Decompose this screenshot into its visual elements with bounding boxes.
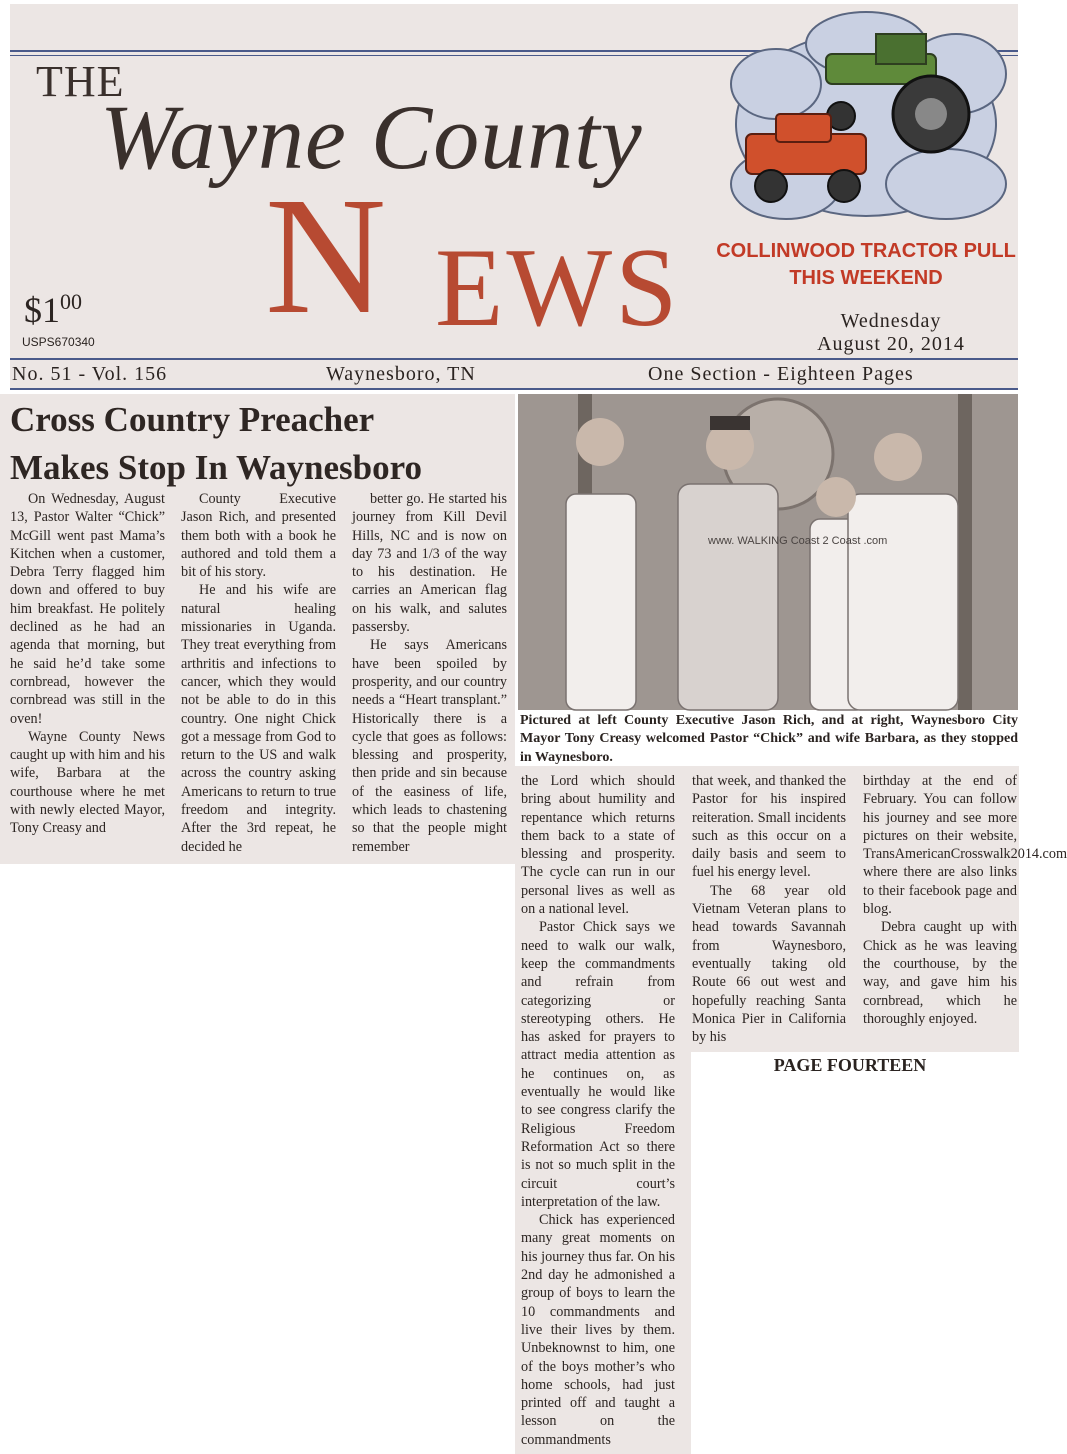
article-paragraph: The 68 year old Vietnam Veteran plans to head towards Savannah from Waynesboro, eventually taking old Route 66 out west and hopefully reaching Santa Monica Pier in California by his [692,882,846,1046]
issue-date [780,310,1002,356]
article-column-3 [352,490,507,856]
article-column-4 [521,772,675,1449]
photo-caption: Pictured at left County Executive Jason Rich, and at right, Waynesboro City Mayor Tony Creasy welcomed Pastor “Chick” and wife Barbara, as they stopped in Waynesboro. [520,713,1018,765]
price-dollar: $ [24,290,42,330]
masthead-info-strip [10,358,1018,390]
masthead-the: THE [36,57,125,106]
section-count: One Section - Eighteen Pages [648,363,914,385]
article-paragraph: birthday at the end of February. You can follow his journey and see more pictures on their website, TransAmericanCrosswalk2014.com where there are also links to their facebook page and blog. [863,773,1067,918]
article-paragraph: Chick has experienced many great moments on his journey thus far. On his 2nd day he admonished a group of boys to learn the 10 commandments and live their lives by them. Unbeknownst to him, one of the boys mother’s who home schools, had just printed off and taught a lesson on the commandments [521,1212,675,1448]
article-column-1 [10,490,165,838]
photo-illustration [518,394,1018,710]
headline-line-2: Makes Stop In Waynesboro [10,448,423,487]
article-paragraph: that week, and thanked the Pastor for his inspired reiteration. Small incidents such as this occur on a daily basis and seem to fuel his energy level. [692,773,846,881]
promo-line-1: COLLINWOOD TRACTOR PULL [716,240,1016,262]
issue-date-text: August 20, 2014 [817,333,965,355]
article-column-6 [863,772,1067,1028]
masthead [10,4,1018,390]
masthead-news-initial: N [265,163,387,349]
article-column-2 [181,490,336,856]
article-paragraph: On Wednesday, August 13, Pastor Walter “Chick” McGill went past Mama’s Kitchen when a customer, Debra Terry flagged him down and offered to buy him breakfast. He politely declined as he had an agenda that morning, but he said he’d take some cornbread, however the cornbread was still in the oven! [10,491,165,727]
tractor-pull-illustration [716,4,1016,236]
dateline-city: Waynesboro, TN [326,363,476,385]
article-headline [10,396,510,492]
issue-weekday: Wednesday [840,310,942,332]
article-continuation [515,766,1067,1454]
article-paragraph: He and his wife are natural healing missionaries in Uganda. They treat everything from arthritis and infections to cancer, which they would not be able to do in this country. One night Chick got a message from God to return to the US and walk across the country asking Americans to return to true freedom and integrity. After the 3rd repeat, he decided he [181,582,336,855]
usps-number: USPS670340 [22,335,95,349]
page-number-label: PAGE FOURTEEN [773,1055,927,1075]
article-column-5 [692,772,846,1046]
masthead-news-rest: EWS [435,226,681,350]
article-paragraph: Wayne County News caught up with him and his wife, Barbara at the courthouse where he met with newly elected Mayor, Tony Creasy and [10,728,165,837]
article-paragraph: He says Americans have been spoiled by prosperity, and our country needs a “Heart transplant.” Historically there is a cycle that goes as follows: blessing and prosperity, then pride and sin because of the easiness of life, which leads to chastening so that the people might remember [352,637,507,855]
price [24,289,82,331]
promo-banner [715,238,1017,292]
photo-shirt-text: www. WALKING Coast 2 Coast .com [708,535,888,547]
article-paragraph: the Lord which should bring about humility and repentance which returns them back to a state of blessing and prosperity. The cycle can run in our personal lives as well as on a national level. [521,773,675,918]
article-paragraph: Pastor Chick says we need to walk our walk, keep the commandments and refrain from categorizing or stereotyping others. He has asked for prayers to attract media attention as he continues on, as eventually he would like to see congress clarify the Religious Freedom Reformation Act so there is not so much split in the circuit court’s interpretation of the law. [521,919,675,1210]
price-main: 1 [42,290,60,330]
masthead-wayne-county: Wayne County [100,86,643,188]
article-photo [518,394,1018,710]
article-paragraph: County Executive Jason Rich, and presented them both with a book he authored and told them a bit of his story. [181,491,336,581]
price-cents: 00 [60,289,82,314]
article-block [0,394,515,864]
article-paragraph: Debra caught up with Chick as he was leaving the courthouse, by the way, and gave him his cornbread, which he thoroughly enjoyed. [863,919,1017,1027]
article-paragraph: better go. He started his journey from Kill Devil Hills, NC and is now on day 73 and 1/3 of the way to his destination. He carries an American flag on his walk, and salutes passersby. [352,491,507,636]
issue-number: No. 51 - Vol. 156 [12,363,168,385]
headline-line-1: Cross Country Preacher [10,400,375,439]
promo-line-2: THIS WEEKEND [789,267,943,289]
